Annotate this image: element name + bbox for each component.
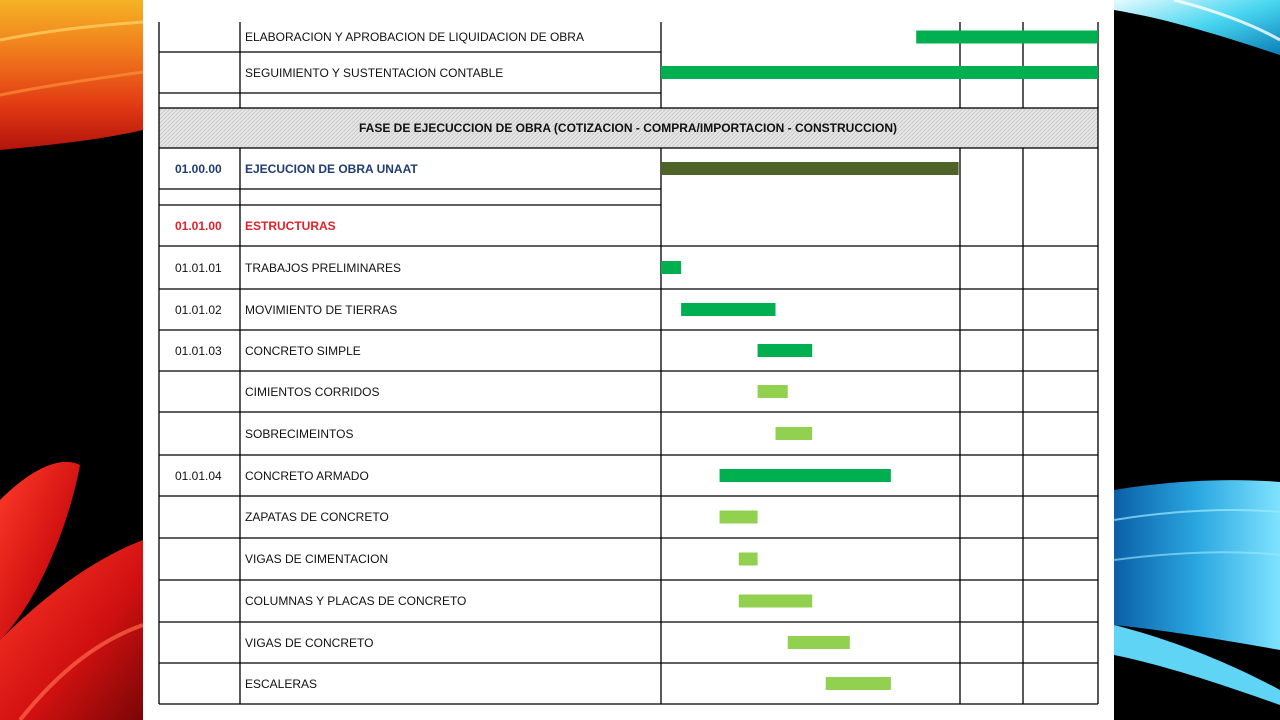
gantt-bar — [739, 595, 812, 608]
row-activity-name: ELABORACION Y APROBACION DE LIQUIDACION DE OBRA — [245, 30, 584, 44]
gantt-bar — [661, 162, 959, 175]
row-activity-name: ESTRUCTURAS — [245, 218, 336, 233]
left-decorative-panel — [0, 0, 143, 720]
gantt-bar — [661, 261, 681, 274]
gantt-bar — [720, 511, 758, 524]
row-code: 01.01.02 — [175, 302, 222, 317]
row-activity-name: VIGAS DE CONCRETO — [245, 635, 374, 650]
gantt-bar — [720, 469, 891, 482]
row-activity-name: TRABAJOS PRELIMINARES — [245, 260, 402, 275]
row-activity-name: EJECUCION DE OBRA UNAAT — [245, 161, 418, 176]
row-activity-name: CIMIENTOS CORRIDOS — [245, 384, 380, 399]
row-activity-name: SEGUIMIENTO Y SUSTENTACION CONTABLE — [245, 65, 504, 80]
right-ribbon-graphic — [1114, 0, 1280, 720]
gantt-bar — [916, 31, 1098, 44]
row-code: 01.01.01 — [175, 260, 222, 275]
row-activity-name: SOBRECIMEINTOS — [245, 426, 354, 441]
gantt-bar — [758, 344, 813, 357]
gantt-bar — [826, 677, 891, 690]
row-activity-name: CONCRETO SIMPLE — [245, 343, 361, 358]
left-ribbon-graphic — [0, 0, 143, 720]
gantt-bar — [758, 385, 788, 398]
gantt-bar — [661, 66, 1098, 79]
row-activity-name: ZAPATAS DE CONCRETO — [245, 510, 389, 524]
gantt-bar — [681, 303, 775, 316]
row-activity-name: MOVIMIENTO DE TIERRAS — [245, 302, 398, 317]
row-code: 01.00.00 — [175, 161, 222, 176]
row-code: 01.01.03 — [175, 343, 222, 358]
row-activity-name: CONCRETO ARMADO — [245, 468, 369, 483]
gantt-bar — [788, 636, 850, 649]
row-code: 01.01.04 — [175, 468, 222, 483]
row-activity-name: ESCALERAS — [245, 676, 318, 691]
row-activity-name: VIGAS DE CIMENTACION — [245, 552, 389, 566]
gantt-grid — [143, 0, 1114, 720]
phase-header-title: FASE DE EJECUCCION DE OBRA (COTIZACION - COMPRA/IMPORTACION - CONSTRUCCION) — [358, 121, 897, 135]
row-code: 01.01.00 — [175, 218, 222, 233]
row-activity-name: COLUMNAS Y PLACAS DE CONCRETO — [245, 594, 467, 608]
gantt-bar — [775, 427, 812, 440]
gantt-bar — [739, 553, 758, 566]
slide-content — [143, 0, 1114, 720]
right-decorative-panel — [1114, 0, 1280, 720]
